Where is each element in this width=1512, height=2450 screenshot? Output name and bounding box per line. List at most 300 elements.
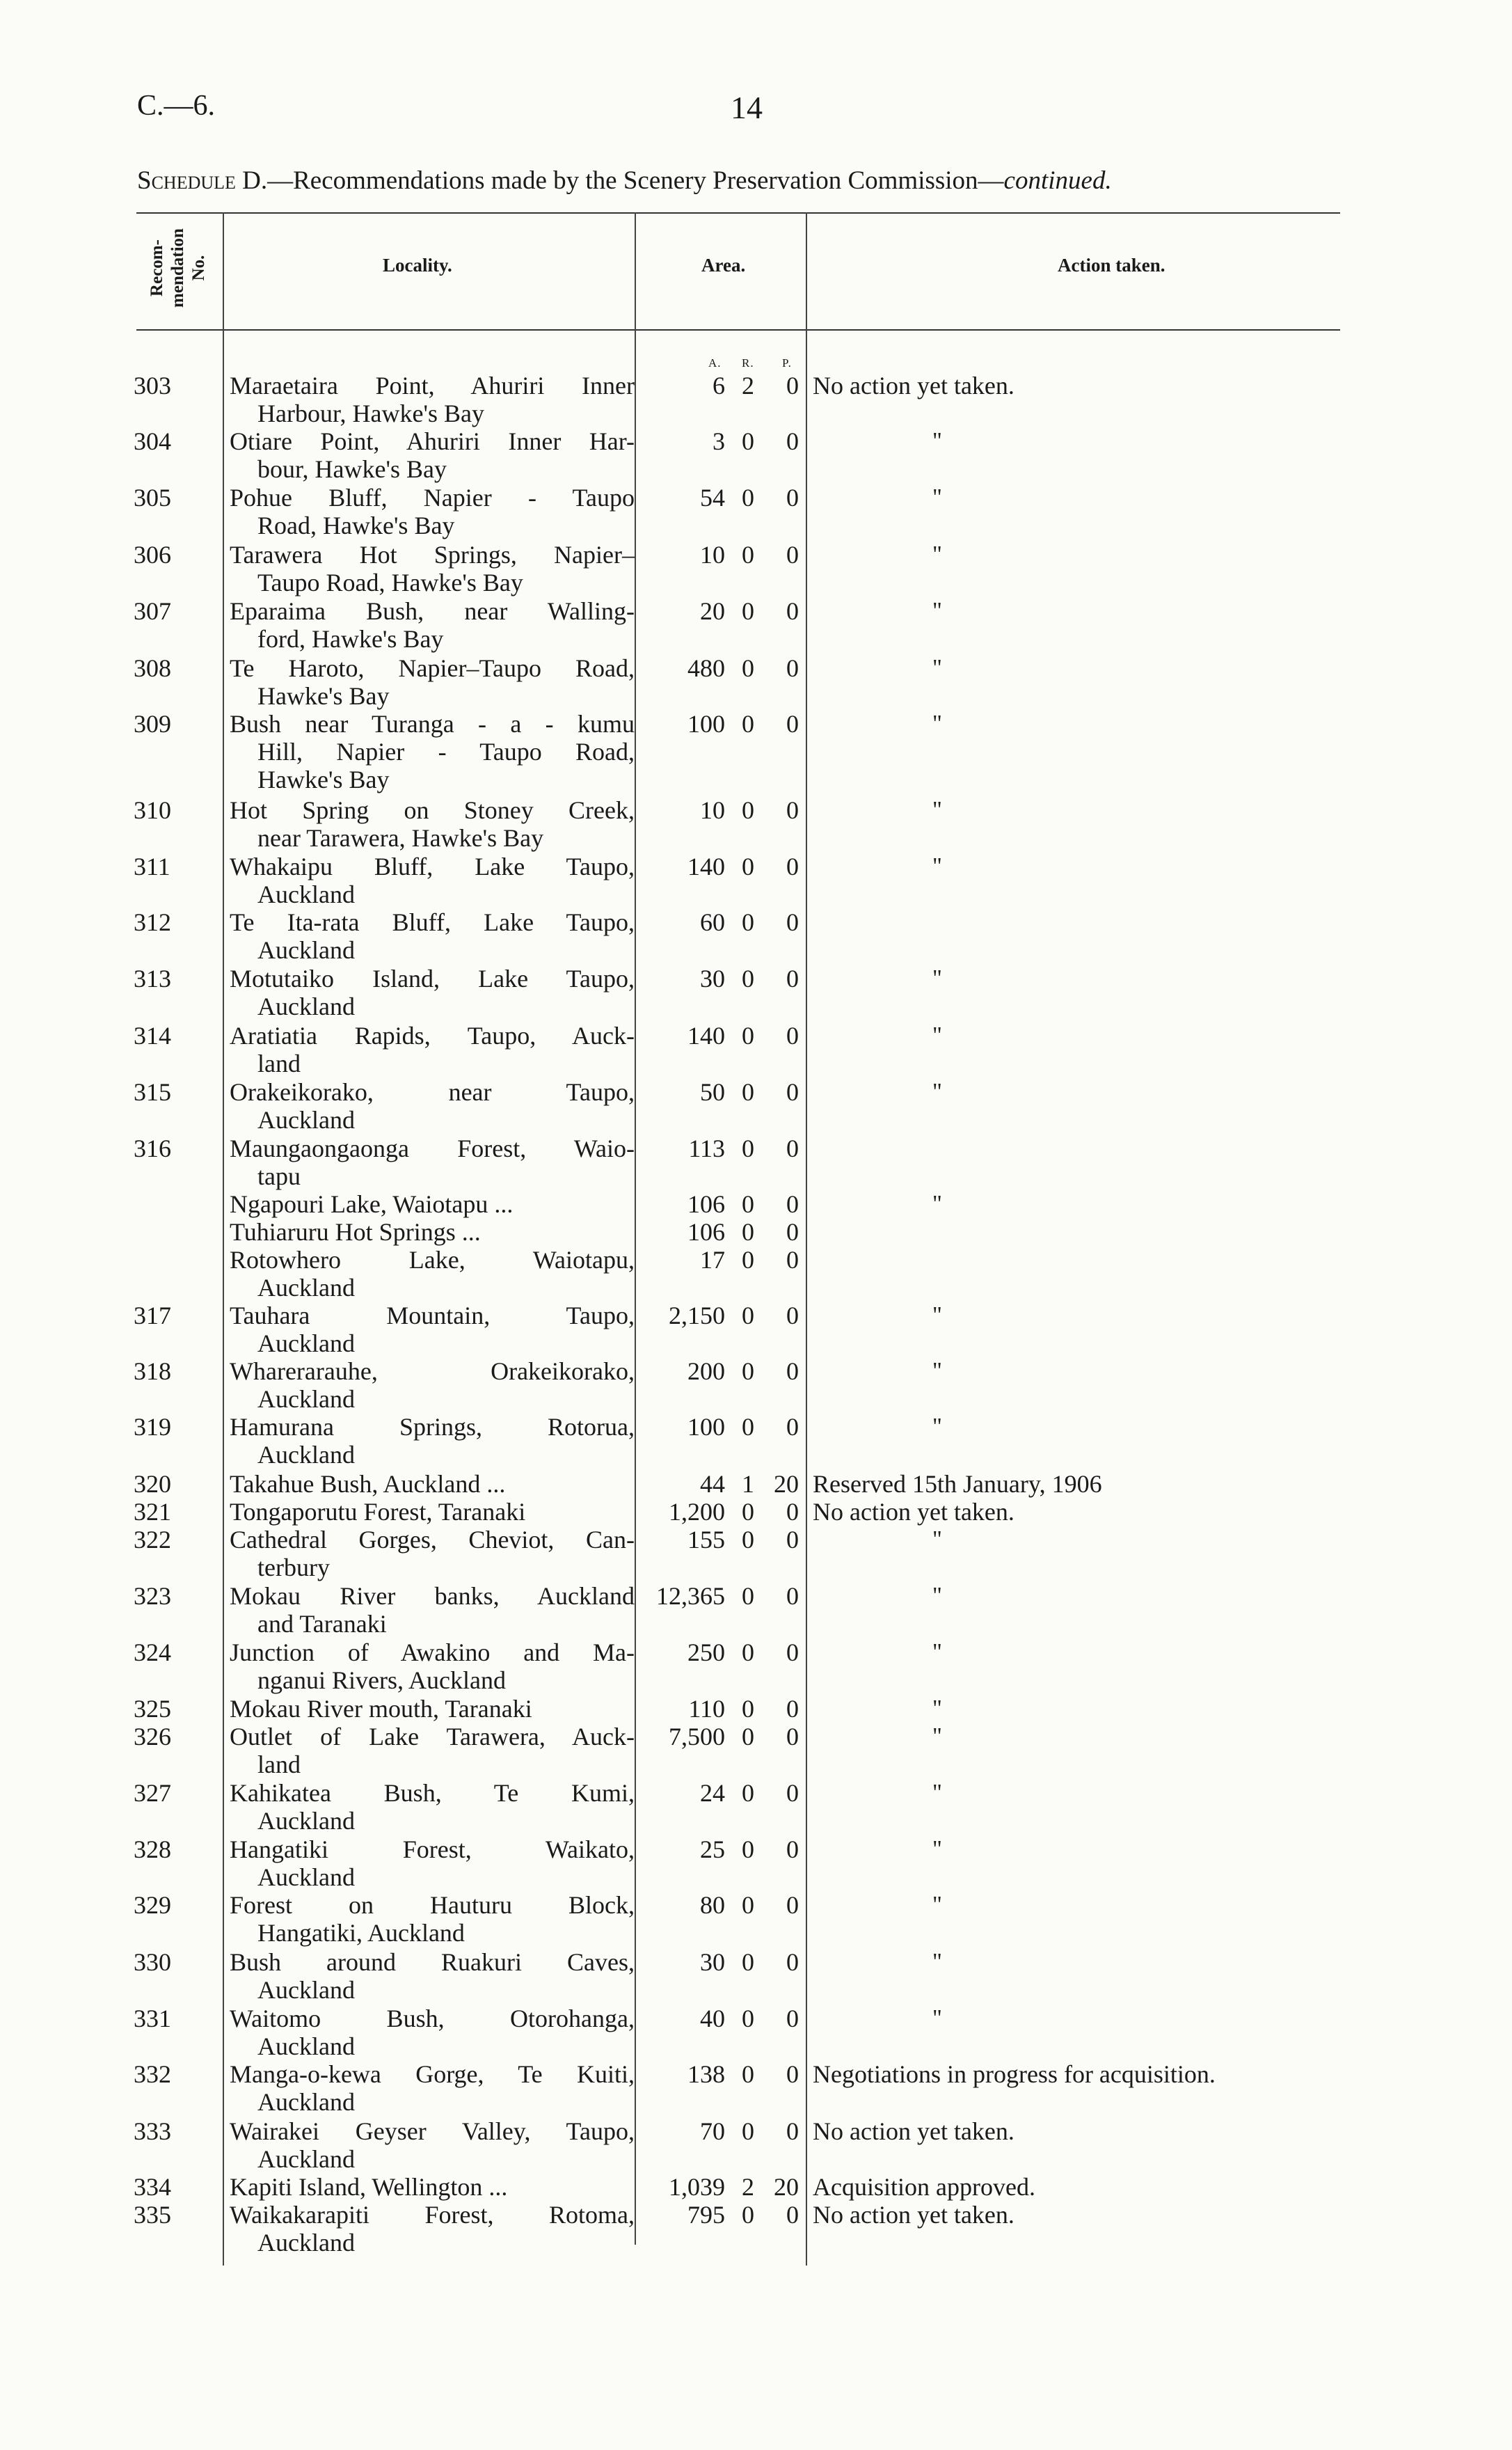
area-perches: 0 [786,1948,799,1976]
locality-line: Auckland [257,1385,355,1413]
area-acres: 250 [687,1638,725,1666]
recommendation-number: 324 [134,1638,171,1666]
area-perches: 0 [786,1022,799,1050]
area-acres: 10 [700,796,725,824]
locality-line: Auckland [257,1441,355,1469]
area-roods: 0 [742,2005,754,2032]
area-acres: 2,150 [669,1302,725,1329]
area-acres: 100 [687,1413,725,1441]
area-perches: 0 [786,427,799,455]
area-acres: 54 [700,484,725,512]
locality-line: Auckland [257,1329,355,1357]
table-row [0,965,1512,1022]
locality-line: tapu [257,1162,301,1190]
recommendation-number: 323 [134,1582,171,1610]
locality-line: Tauhara Mountain, Taupo, [230,1302,635,1329]
table-row [0,2005,1512,2062]
area-roods: 0 [742,853,754,880]
area-perches: 0 [786,541,799,569]
action-taken: " [932,1022,942,1048]
area-roods: 0 [742,597,754,625]
locality-cell [230,908,635,964]
action-taken: " [932,1892,942,1918]
locality-line: Aratiatia Rapids, Taupo, Auck- [230,1022,635,1050]
action-taken: Acquisition approved. [813,2173,1035,2201]
locality-line: Whakaipu Bluff, Lake Taupo, [230,853,635,880]
area-perches: 0 [786,2117,799,2145]
locality-line: Tongaporutu Forest, Taranaki [230,1498,526,1526]
recommendation-number: 320 [134,1470,171,1498]
recommendation-number: 314 [134,1022,171,1050]
locality-line: bour, Hawke's Bay [257,455,447,483]
area-acres: 106 [687,1190,725,1218]
area-roods: 0 [742,1218,754,1246]
action-taken: " [932,1526,942,1552]
recommendation-number: 330 [134,1948,171,1976]
locality-cell [230,1218,635,1246]
locality-cell [230,2201,635,2257]
area-acres: 110 [688,1695,725,1723]
table-row [0,1218,1512,1246]
locality-line: Tuhiaruru Hot Springs ... [230,1218,481,1246]
recommendation-number: 331 [134,2005,171,2032]
locality-cell [230,541,635,596]
area-roods: 0 [742,1022,754,1050]
column-header-area: Area. [701,255,746,276]
table-row [0,1302,1512,1359]
area-roods: 0 [742,654,754,682]
action-taken: " [932,1302,942,1328]
area-acres: 24 [700,1779,725,1807]
area-acres: 106 [687,1218,725,1246]
locality-cell [230,1022,635,1077]
area-acres: 138 [687,2060,725,2088]
table-row [0,484,1512,541]
locality-cell [230,1413,635,1469]
locality-cell [230,1891,635,1947]
area-roods: 0 [742,1413,754,1441]
locality-cell [230,2060,635,2116]
action-taken: " [932,1723,942,1749]
action-taken: " [932,711,942,736]
area-acres: 1,200 [669,1498,725,1526]
locality-line: Te Ita-rata Bluff, Lake Taupo, [230,908,635,936]
area-perches: 0 [786,484,799,512]
area-acres: 44 [700,1470,725,1498]
locality-line: land [257,1750,301,1778]
table-row [0,654,1512,711]
locality-line: Eparaima Bush, near Walling- [230,597,635,625]
action-taken: " [932,1414,942,1439]
locality-line: Hawke's Bay [257,682,390,710]
area-roods: 0 [742,1190,754,1218]
locality-cell [230,1190,635,1218]
table-row [0,1470,1512,1498]
locality-line: Tarawera Hot Springs, Napier– [230,541,635,569]
area-acres: 17 [700,1246,725,1274]
table-row [0,710,1512,793]
area-roods: 0 [742,1638,754,1666]
caption-text: D.—Recommendations made by the Scenery Preservation Commission— [235,166,1004,195]
locality-cell [230,597,635,653]
locality-cell [230,1135,635,1190]
area-roods: 0 [742,1135,754,1162]
locality-line: Auckland [257,2088,355,2116]
area-unit-acres: A. [708,356,722,370]
locality-cell [230,484,635,539]
locality-cell [230,1948,635,2004]
area-roods: 2 [742,372,754,400]
locality-line: Hangatiki, Auckland [257,1919,465,1947]
locality-cell [230,372,635,427]
area-perches: 0 [786,372,799,400]
table-row [0,1835,1512,1892]
table-row [0,1723,1512,1780]
area-acres: 25 [700,1835,725,1863]
area-acres: 6 [713,372,725,400]
locality-line: Ngapouri Lake, Waiotapu ... [230,1190,514,1218]
area-roods: 0 [742,1835,754,1863]
action-taken: " [932,598,942,624]
area-acres: 10 [700,541,725,569]
locality-cell [230,2173,635,2201]
locality-line: Rotowhero Lake, Waiotapu, [230,1246,635,1274]
locality-line: Auckland [257,1807,355,1835]
area-acres: 30 [700,965,725,993]
column-header-locality: Locality. [383,255,452,276]
area-perches: 0 [786,1246,799,1274]
recommendation-number: 333 [134,2117,171,2145]
table-row [0,1498,1512,1526]
area-acres: 100 [687,710,725,738]
area-acres: 7,500 [669,1723,725,1750]
locality-line: Auckland [257,1106,355,1134]
locality-line: Outlet of Lake Tarawera, Auck- [230,1723,635,1750]
action-taken: " [932,1358,942,1384]
header-bottom-rule [136,329,1340,331]
locality-line: Motutaiko Island, Lake Taupo, [230,965,635,993]
table-row [0,1695,1512,1723]
locality-line: Wharerarauhe, Orakeikorako, [230,1357,635,1385]
area-acres: 50 [700,1078,725,1106]
locality-cell [230,1526,635,1581]
locality-line: Hot Spring on Stoney Creek, [230,796,635,824]
action-taken: " [932,428,942,454]
locality-line: Bush around Ruakuri Caves, [230,1948,635,1976]
area-perches: 0 [786,1891,799,1919]
table-row [0,1190,1512,1218]
locality-cell [230,654,635,710]
locality-cell [230,1582,635,1638]
table-row [0,1948,1512,2005]
locality-line: Mokau River mouth, Taranaki [230,1695,532,1723]
recommendation-number: 307 [134,597,171,625]
recommendation-number: 328 [134,1835,171,1863]
recommendation-number: 335 [134,2201,171,2229]
column-header-action: Action taken. [1058,255,1165,276]
table-row [0,1638,1512,1696]
locality-line: Auckland [257,936,355,964]
locality-line: Auckland [257,1976,355,2004]
area-roods: 0 [742,908,754,936]
locality-line: Waikakarapiti Forest, Rotoma, [230,2201,635,2229]
action-taken: No action yet taken. [813,1498,1014,1526]
caption-emphasis: continued. [1003,166,1112,195]
table-row [0,1891,1512,1948]
action-taken: " [932,1780,942,1805]
area-acres: 795 [687,2201,725,2229]
area-acres: 480 [687,654,725,682]
area-acres: 60 [700,908,725,936]
area-perches: 0 [786,1302,799,1329]
area-perches: 0 [786,1357,799,1385]
locality-line: Forest on Hauturu Block, [230,1891,635,1919]
locality-line: Wairakei Geyser Valley, Taupo, [230,2117,635,2145]
area-acres: 70 [700,2117,725,2145]
area-roods: 0 [742,2060,754,2088]
recommendation-number: 322 [134,1526,171,1554]
locality-cell [230,427,635,483]
locality-cell [230,1723,635,1778]
action-taken: Reserved 15th January, 1906 [813,1470,1102,1498]
recommendation-number: 318 [134,1357,171,1385]
table-row [0,1078,1512,1135]
locality-line: Maungaongaonga Forest, Waio- [230,1135,635,1162]
action-taken: No action yet taken. [813,372,1014,400]
locality-cell [230,1835,635,1891]
action-taken: " [932,797,942,823]
table-row [0,1526,1512,1583]
table-row [0,1582,1512,1639]
locality-line: near Tarawera, Hawke's Bay [257,824,544,852]
area-roods: 0 [742,484,754,512]
recommendation-number: 306 [134,541,171,569]
area-acres: 30 [700,1948,725,1976]
area-perches: 0 [786,1218,799,1246]
locality-line: Hangatiki Forest, Waikato, [230,1835,635,1863]
recommendation-number: 309 [134,710,171,738]
action-taken: " [932,542,942,567]
recommendation-number: 313 [134,965,171,993]
area-perches: 0 [786,1078,799,1106]
locality-cell [230,965,635,1020]
action-taken: " [932,853,942,879]
area-perches: 0 [786,2005,799,2032]
locality-line: Auckland [257,880,355,908]
recommendation-number: 315 [134,1078,171,1106]
locality-cell [230,853,635,908]
area-acres: 20 [700,597,725,625]
area-perches: 0 [786,1695,799,1723]
area-perches: 20 [774,1470,799,1498]
area-roods: 0 [742,1357,754,1385]
area-acres: 113 [688,1135,725,1162]
area-perches: 0 [786,1723,799,1750]
area-roods: 0 [742,2117,754,2145]
locality-cell [230,1302,635,1357]
recommendation-number: 321 [134,1498,171,1526]
area-unit-roods: R. [742,356,754,370]
locality-line: Otiare Point, Ahuriri Inner Har- [230,427,635,455]
table-row [0,853,1512,910]
area-perches: 0 [786,1779,799,1807]
table-row [0,1135,1512,1192]
area-acres: 140 [687,1022,725,1050]
page-header-code: C.—6. [137,90,216,122]
locality-cell [230,1638,635,1694]
locality-cell [230,710,635,793]
area-roods: 0 [742,1779,754,1807]
locality-line: Cathedral Gorges, Cheviot, Can- [230,1526,635,1554]
area-perches: 0 [786,654,799,682]
area-perches: 0 [786,1638,799,1666]
recommendation-number: 326 [134,1723,171,1750]
area-perches: 0 [786,2060,799,2088]
area-perches: 0 [786,597,799,625]
area-roods: 0 [742,1302,754,1329]
area-acres: 80 [700,1891,725,1919]
area-roods: 0 [742,541,754,569]
action-taken: " [932,1079,942,1105]
area-acres: 40 [700,2005,725,2032]
recommendation-number: 305 [134,484,171,512]
area-roods: 0 [742,710,754,738]
locality-cell [230,2117,635,2173]
locality-cell [230,1498,635,1526]
locality-line: Auckland [257,2145,355,2173]
area-acres: 12,365 [656,1582,725,1610]
locality-cell [230,796,635,852]
area-roods: 0 [742,1582,754,1610]
area-perches: 0 [786,1498,799,1526]
area-perches: 0 [786,796,799,824]
area-perches: 0 [786,1582,799,1610]
recommendation-number: 334 [134,2173,171,2201]
area-roods: 0 [742,1526,754,1554]
recommendation-number: 310 [134,796,171,824]
locality-line: Te Haroto, Napier–Taupo Road, [230,654,635,682]
locality-line: terbury [257,1554,330,1581]
locality-line: Kahikatea Bush, Te Kumi, [230,1779,635,1807]
caption-label: Schedule [137,166,236,195]
area-roods: 1 [742,1470,754,1498]
area-perches: 20 [774,2173,799,2201]
table-row [0,597,1512,654]
area-roods: 0 [742,1891,754,1919]
locality-line: Takahue Bush, Auckland ... [230,1470,506,1498]
recommendation-number: 304 [134,427,171,455]
table-row [0,1413,1512,1470]
table-row [0,2060,1512,2117]
area-roods: 0 [742,1498,754,1526]
recommendation-number: 327 [134,1779,171,1807]
area-perches: 0 [786,2201,799,2229]
area-perches: 0 [786,1413,799,1441]
action-taken: " [932,1639,942,1665]
table-row [0,1022,1512,1079]
area-roods: 0 [742,1948,754,1976]
locality-cell [230,2005,635,2060]
table-row [0,372,1512,429]
area-perches: 0 [786,1135,799,1162]
area-acres: 1,039 [669,2173,725,2201]
locality-line: Pohue Bluff, Napier - Taupo [230,484,635,512]
locality-cell [230,1078,635,1134]
locality-cell [230,1695,635,1723]
area-perches: 0 [786,1190,799,1218]
locality-line: Auckland [257,993,355,1020]
action-taken: " [932,484,942,510]
area-roods: 0 [742,2201,754,2229]
area-perches: 0 [786,908,799,936]
locality-line: ford, Hawke's Bay [257,625,444,653]
locality-line: Road, Hawke's Bay [257,512,455,539]
area-roods: 0 [742,1695,754,1723]
table-row [0,427,1512,484]
area-roods: 0 [742,796,754,824]
table-row [0,1779,1512,1836]
table-row [0,541,1512,598]
locality-line: and Taranaki [257,1610,387,1638]
action-taken: " [932,2005,942,2031]
recommendation-number: 317 [134,1302,171,1329]
locality-line: Kapiti Island, Wellington ... [230,2173,508,2201]
locality-line: Hamurana Springs, Rotorua, [230,1413,635,1441]
locality-line: Auckland [257,1863,355,1891]
locality-line: Auckland [257,2032,355,2060]
table-row [0,2117,1512,2174]
area-roods: 2 [742,2173,754,2201]
locality-cell [230,1357,635,1413]
area-perches: 0 [786,853,799,880]
area-perches: 0 [786,965,799,993]
table-row [0,908,1512,965]
locality-line: Taupo Road, Hawke's Bay [257,569,523,596]
action-taken: " [932,1583,942,1609]
table-row [0,796,1512,853]
locality-line: Waitomo Bush, Otorohanga, [230,2005,635,2032]
area-roods: 0 [742,1723,754,1750]
table-top-rule [136,212,1340,214]
locality-line: land [257,1050,301,1077]
locality-line: nganui Rivers, Auckland [257,1666,506,1694]
area-unit-perches: P. [782,356,792,370]
recommendation-number: 303 [134,372,171,400]
locality-line: Auckland [257,1274,355,1302]
recommendation-number: 308 [134,654,171,682]
area-perches: 0 [786,710,799,738]
recommendation-number: 329 [134,1891,171,1919]
recommendation-number: 332 [134,2060,171,2088]
table-row [0,2201,1512,2258]
locality-cell [230,1470,635,1498]
action-taken: No action yet taken. [813,2117,1014,2145]
locality-line: Junction of Awakino and Ma- [230,1638,635,1666]
action-taken: " [932,965,942,991]
action-taken: " [932,1696,942,1721]
locality-line: Manga-o-kewa Gorge, Te Kuiti, [230,2060,635,2088]
recommendation-number: 316 [134,1135,171,1162]
action-taken: " [932,1836,942,1862]
recommendation-number: 311 [134,853,170,880]
area-perches: 0 [786,1526,799,1554]
area-roods: 0 [742,1246,754,1274]
locality-line: Auckland [257,2229,355,2257]
table-row [0,1246,1512,1303]
action-taken: No action yet taken. [813,2201,1014,2229]
locality-line: Hill, Napier - Taupo Road, [257,738,635,766]
action-taken: Negotiations in progress for acquisition. [813,2060,1216,2088]
